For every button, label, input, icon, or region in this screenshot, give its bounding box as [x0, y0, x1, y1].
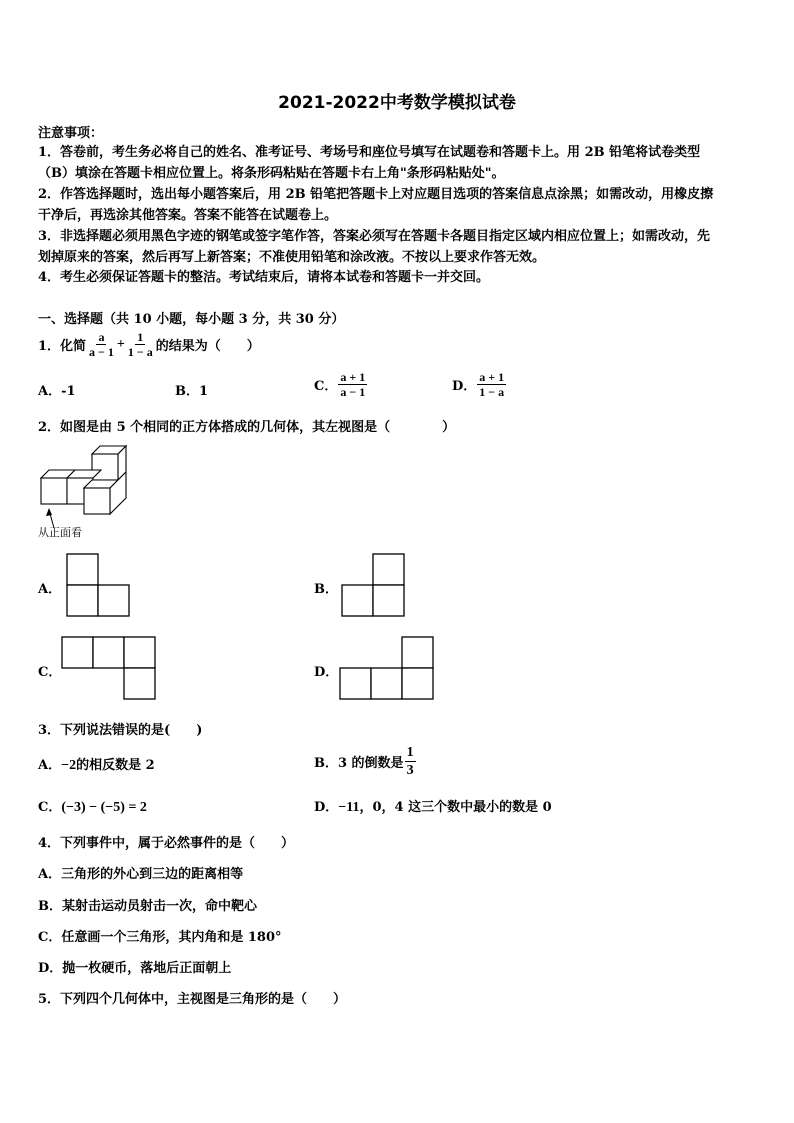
- q1-f2-num: 1: [137, 330, 144, 344]
- q3-option-c: [38, 796, 147, 816]
- q1-c-num: a + 1: [340, 370, 366, 384]
- cube-front-face: [84, 488, 110, 514]
- q3-c-label: C．: [38, 800, 62, 815]
- q1-c-label: C．: [314, 379, 338, 394]
- q1-d-num: a + 1: [479, 370, 505, 384]
- q3-a-text: 的相反数是 2: [76, 758, 155, 773]
- q3-d-label: D．: [314, 800, 339, 815]
- q1-d-den: 1 − a: [479, 385, 505, 399]
- q3-b-num: 1: [406, 745, 414, 760]
- q3-a-math: −2: [61, 758, 77, 773]
- q3-d-math: −11: [338, 800, 360, 815]
- q2-figure-caption: 从正面看: [38, 526, 82, 539]
- section-heading: 一、选择题（共 10 小题，每小题 3 分，共 30 分）: [38, 312, 345, 327]
- q1-suffix: 的结果为（ ）: [155, 339, 260, 354]
- q1-c-fraction: [338, 370, 367, 399]
- arrow-head-icon: [46, 508, 52, 516]
- q1-option-a: A．-1: [38, 384, 76, 399]
- q1-option-b: B．1: [175, 384, 209, 399]
- q4-option-b: B．某射击运动员射击一次，命中靶心: [38, 899, 257, 914]
- notice-line-1: 1．答卷前，考生务必将自己的姓名、准考证号、考场号和座位号填写在试题卷和答题卡上。用 2B 铅笔将试卷类型: [38, 145, 701, 160]
- question-3: 3．下列说法错误的是( ): [38, 723, 203, 738]
- q1-d-fraction: [477, 370, 506, 399]
- q3-b-text: B．3 的倒数是: [314, 756, 404, 771]
- cube-front-face: [92, 454, 118, 480]
- q2-option-b-label: B．: [314, 582, 338, 597]
- cube-front-face: [41, 478, 67, 504]
- q1-d-label: D．: [452, 379, 477, 394]
- q1-c-den: a − 1: [340, 385, 366, 399]
- question-1: [38, 330, 260, 359]
- notice-line-2: （B）填涂在答题卡相应位置上。将条形码粘贴在答题卡右上角"条形码粘贴处"。: [38, 166, 505, 181]
- notice-line-7: 4．考生必须保证答题卡的整洁。考试结束后，请将本试卷和答题卡一并交回。: [38, 270, 490, 285]
- q3-c-math: (−3) − (−5) = 2: [61, 800, 147, 815]
- q2-option-d-figure: [339, 636, 435, 700]
- q3-b-fraction: [405, 744, 416, 779]
- q2-option-d-label: D．: [314, 665, 339, 680]
- q4-option-c: C．任意画一个三角形，其内角和是 180°: [38, 930, 282, 945]
- q3-option-d: [314, 796, 552, 816]
- notice-line-5: 3．非选择题必须用黑色字迹的钢笔或签字笔作答，答案必须写在答题卡各题目指定区域内相应位置上；如需改动，先: [38, 229, 711, 244]
- q2-option-c-label: C．: [38, 665, 62, 680]
- q4-option-d: D．抛一枚硬币，落地后正面朝上: [38, 961, 232, 976]
- q2-option-b-figure: [341, 553, 407, 617]
- q4-option-a: A．三角形的外心到三边的距离相等: [38, 867, 244, 882]
- q2-option-a-label: A．: [38, 582, 62, 597]
- q1-f1-num: a: [98, 330, 105, 344]
- q1-option-d: [452, 370, 507, 399]
- q3-option-a: [38, 754, 155, 774]
- notice-line-3: 2．作答选择题时，选出每小题答案后，用 2B 铅笔把答题卡上对应题目选项的答案信息点涂黑；如需改动，用橡皮擦: [38, 187, 714, 202]
- q1-prefix: 1．化简: [38, 339, 87, 354]
- q1-fraction-2: [126, 330, 155, 359]
- notice-line-4: 干净后，再选涂其他答案。答案不能答在试题卷上。: [38, 208, 338, 223]
- q3-a-label: A．: [38, 758, 62, 773]
- q1-fraction-1: [87, 330, 116, 359]
- q2-option-c-figure: [61, 636, 157, 700]
- q1-f1-den: a − 1: [89, 345, 114, 359]
- question-2: 2．如图是由 5 个相同的正方体搭成的几何体，其左视图是（ ）: [38, 420, 456, 435]
- q3-d-text: ，0，4 这三个数中最小的数是 0: [359, 800, 552, 815]
- page-title: 2021-2022中考数学模拟试卷: [278, 93, 516, 113]
- notice-line-6: 划掉原来的答案，然后再写上新答案；不准使用铅笔和涂改液。不按以上要求作答无效。: [38, 250, 546, 265]
- q3-option-b: [314, 744, 417, 779]
- q1-plus: +: [116, 336, 125, 352]
- q1-f2-den: 1 − a: [127, 345, 153, 359]
- q1-option-c: [314, 370, 368, 399]
- q2-option-a-figure: [66, 553, 132, 617]
- question-5: 5．下列四个几何体中，主视图是三角形的是（ ）: [38, 992, 347, 1007]
- q3-b-den: 3: [406, 763, 414, 778]
- notice-heading: 注意事项：: [38, 126, 104, 141]
- question-4: 4．下列事件中，属于必然事件的是（ ）: [38, 836, 295, 851]
